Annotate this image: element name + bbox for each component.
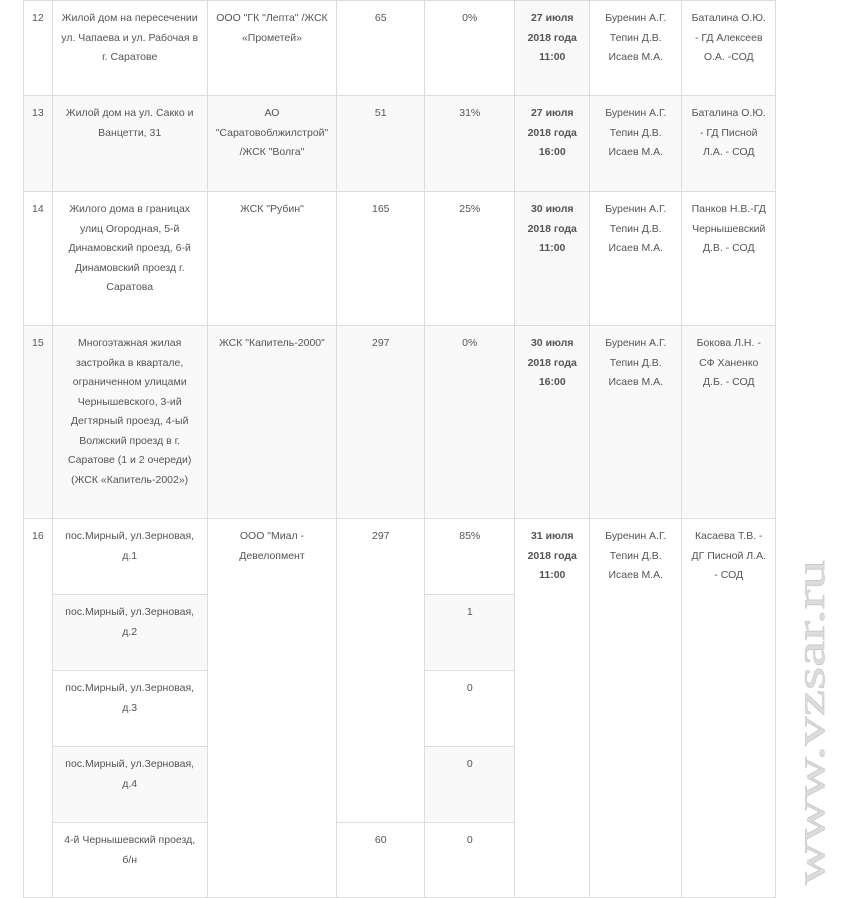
object-name: пос.Мирный, ул.Зерновая, д.2	[52, 595, 207, 671]
object-name: Жилой дом на ул. Сакко и Ванцетти, 31	[52, 96, 207, 192]
object-name: Жилой дом на пересечении ул. Чапаева и ул. Рабочая в г. Саратове	[52, 1, 207, 96]
table-row	[24, 192, 776, 326]
table-row	[24, 96, 776, 192]
readiness-percent: 0%	[425, 1, 515, 96]
readiness-percent: 1	[425, 595, 515, 671]
readiness-percent: 0%	[425, 326, 515, 519]
apartments-count: 65	[337, 1, 425, 96]
meeting-date: 30 июля 2018 года 11:00	[515, 192, 590, 326]
row-number: 14	[24, 192, 53, 326]
developer: АО "Саратовоблжилстрой" /ЖСК "Волга"	[207, 96, 337, 192]
meeting-date: 27 июля 2018 года 16:00	[515, 96, 590, 192]
responsible: Баталина О.Ю. - ГД Алексеев О.А. -СОД	[682, 1, 776, 96]
meeting-date: 30 июля 2018 года 16:00	[515, 326, 590, 519]
responsible: Касаева Т.В. - ДГ Писной Л.А. - СОД	[682, 519, 776, 898]
readiness-percent: 31%	[425, 96, 515, 192]
table-row	[24, 326, 776, 519]
object-name: пос.Мирный, ул.Зерновая, д.1	[52, 519, 207, 595]
apartments-count: 297	[337, 326, 425, 519]
developer: ООО "Миал - Девелопмент	[207, 519, 337, 898]
commission: Буренин А.Г. Тепин Д.В. Исаев М.А.	[590, 96, 682, 192]
developer: ООО "ГК "Лепта" /ЖСК «Прометей»	[207, 1, 337, 96]
object-name: Жилого дома в границах улиц Огородная, 5-й Динамовский проезд, 6-й Динамовский проезд г. Саратова	[52, 192, 207, 326]
commission: Буренин А.Г. Тепин Д.В. Исаев М.А.	[590, 192, 682, 326]
meeting-date: 27 июля 2018 года 11:00	[515, 1, 590, 96]
readiness-percent: 25%	[425, 192, 515, 326]
responsible: Бокова Л.Н. - СФ Ханенко Д.Б. - СОД	[682, 326, 776, 519]
commission: Буренин А.Г. Тепин Д.В. Исаев М.А.	[590, 326, 682, 519]
responsible: Панков Н.В.-ГД Чернышевский Д.В. - СОД	[682, 192, 776, 326]
table-row	[24, 1, 776, 96]
construction-table	[23, 0, 776, 898]
object-name: 4-й Чернышевский проезд, б/н	[52, 823, 207, 898]
watermark-text: www.vzsar.ru	[788, 665, 833, 885]
row-number: 13	[24, 96, 53, 192]
site-watermark	[788, 555, 833, 885]
table-row	[24, 519, 776, 595]
commission: Буренин А.Г. Тепин Д.В. Исаев М.А.	[590, 1, 682, 96]
object-name: пос.Мирный, ул.Зерновая, д.3	[52, 671, 207, 747]
row-number: 16	[24, 519, 53, 898]
object-name: Многоэтажная жилая застройка в квартале, ограниченном улицами Чернышевского, 3-ий Дегтярный проезд, 4-ый Волжский проезд в г. Саратове (1 и 2 очереди) (ЖСК «Капитель-2002»)	[52, 326, 207, 519]
meeting-date: 31 июля 2018 года 11:00	[515, 519, 590, 898]
readiness-percent: 0	[425, 823, 515, 898]
responsible: Баталина О.Ю. - ГД Писной Л.А. - СОД	[682, 96, 776, 192]
commission: Буренин А.Г. Тепин Д.В. Исаев М.А.	[590, 519, 682, 898]
apartments-count: 297	[337, 519, 425, 823]
apartments-count: 51	[337, 96, 425, 192]
row-number: 15	[24, 326, 53, 519]
apartments-count: 60	[337, 823, 425, 898]
apartments-count: 165	[337, 192, 425, 326]
readiness-percent: 0	[425, 671, 515, 747]
row-number: 12	[24, 1, 53, 96]
developer: ЖСК "Рубин"	[207, 192, 337, 326]
readiness-percent: 0	[425, 747, 515, 823]
readiness-percent: 85%	[425, 519, 515, 595]
object-name: пос.Мирный, ул.Зерновая, д.4	[52, 747, 207, 823]
developer: ЖСК "Капитель-2000"	[207, 326, 337, 519]
